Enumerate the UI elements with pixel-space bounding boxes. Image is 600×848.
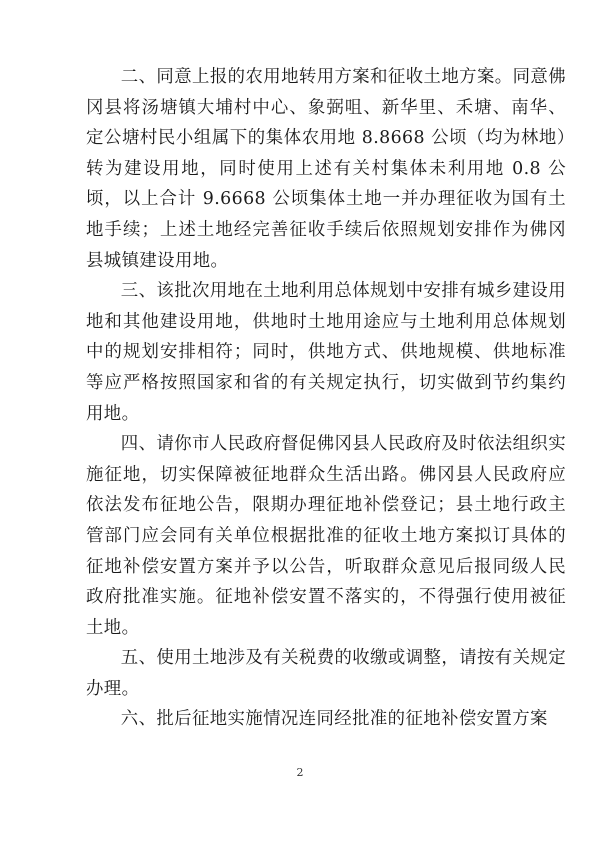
- paragraph-2: 二、同意上报的农用地转用方案和征收土地方案。同意佛冈县将汤塘镇大埔村中心、象弼咀、新华里、禾塘、南华、定公塘村民小组属下的集体农用地 8.8668 公顷（均为林地）转为建设用地，同时使用上述有关村集体未利用地 0.8 公顷，以上合计 9.6668 公顷集体土地一并办理征收为国有土地手续；上述土地经完善征收手续后依照规划安排作为佛冈县城镇建设用地。: [86, 67, 566, 271]
- document-body: [86, 62, 566, 735]
- paragraph-4: 四、请你市人民政府督促佛冈县人民政府及时依法组织实施征地，切实保障被征地群众生活出路。佛冈县人民政府应依法发布征地公告，限期办理征地补偿登记；县土地行政主管部门应会同有关单位根据批准的征收土地方案拟订具体的征地补偿安置方案并予以公告，听取群众意见后报同级人民政府批准实施。征地补偿安置不落实的，不得强行使用被征土地。: [86, 434, 566, 638]
- paragraph-5: 五、使用土地涉及有关税费的收缴或调整，请按有关规定办理。: [86, 648, 566, 699]
- page-number: 2: [296, 766, 304, 779]
- paragraph-3: 三、该批次用地在土地利用总体规划中安排有城乡建设用地和其他建设用地，供地时土地用途应与土地利用总体规划中的规划安排相符；同时，供地方式、供地规模、供地标准等应严格按照国家和省的有关规定执行，切实做到节约集约用地。: [86, 281, 566, 424]
- paragraph-6: 六、批后征地实施情况连同经批准的征地补偿安置方案: [120, 709, 548, 730]
